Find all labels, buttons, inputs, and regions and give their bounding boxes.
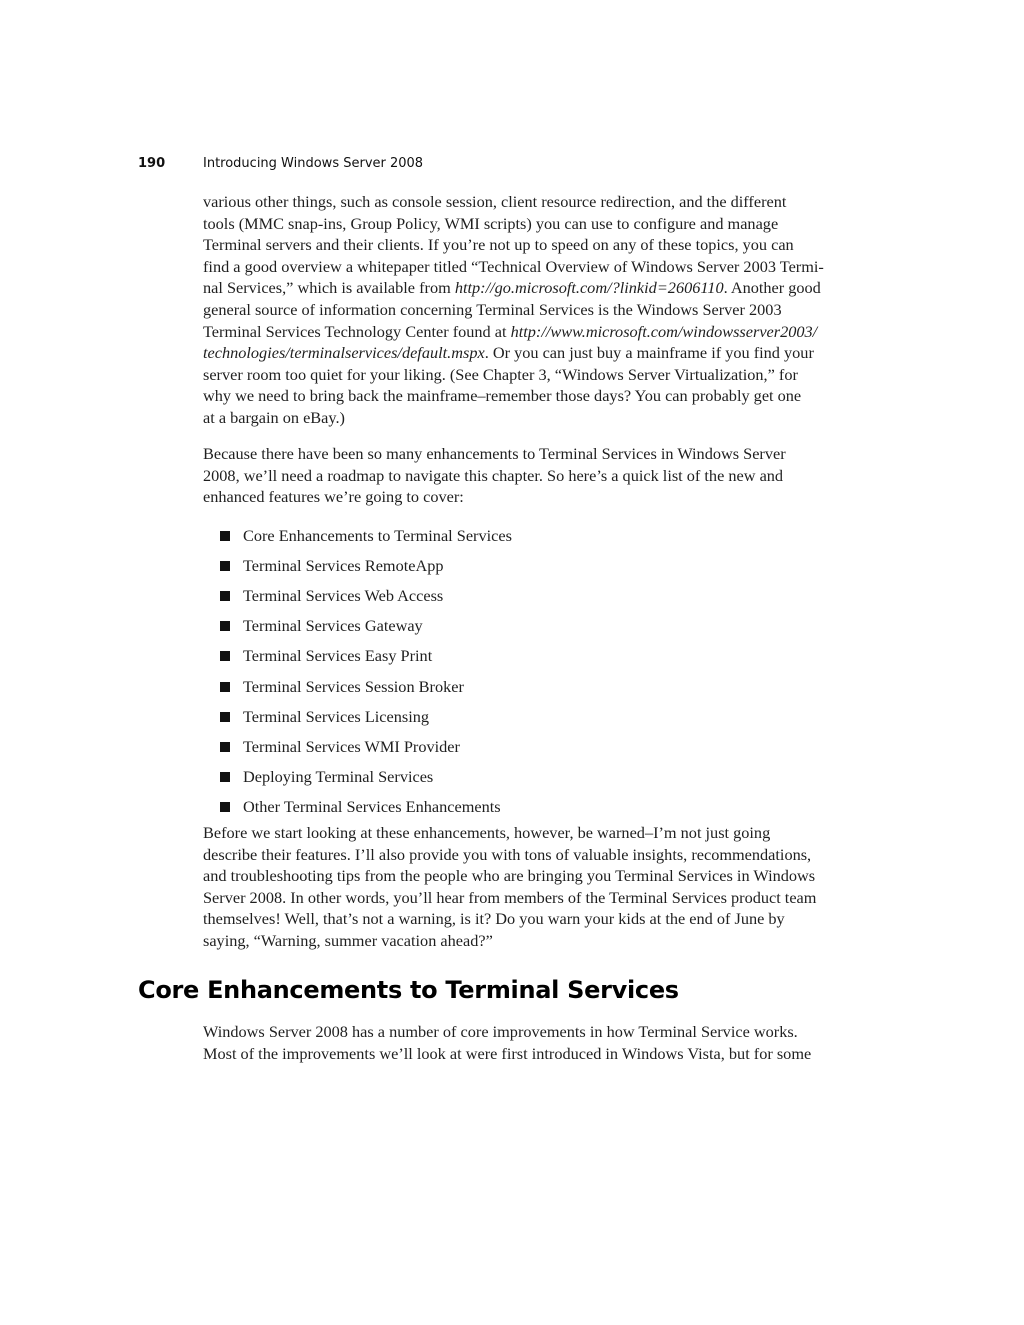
text-line: tools (MMC snap-ins, Group Policy, WMI scripts) you can use to configure and manage — [203, 213, 779, 233]
square-bullet-icon — [220, 802, 230, 812]
roadmap-paragraph — [203, 443, 858, 508]
text-line — [203, 321, 858, 343]
text-line: Server 2008. In other words, you’ll hear from members of the Terminal Services product team — [203, 887, 817, 907]
list-item-label: Terminal Services Session Broker — [243, 676, 464, 696]
list-item — [220, 641, 512, 671]
whitepaper-link[interactable]: http://go.microsoft.com/?linkid=2606110 — [454, 278, 724, 298]
list-item-label: Terminal Services WMI Provider — [243, 736, 460, 756]
square-bullet-icon — [220, 621, 230, 631]
square-bullet-icon — [220, 712, 230, 722]
square-bullet-icon — [220, 561, 230, 571]
list-item — [220, 551, 512, 581]
list-item-label: Terminal Services RemoteApp — [243, 556, 444, 576]
text-line: various other things, such as console session, client resource redirection, and the different — [203, 192, 787, 211]
page-number: 190 — [138, 156, 166, 171]
text-line: why we need to bring back the mainframe–remember those days? You can probably get one — [203, 386, 802, 406]
text-line: and troubleshooting tips from the people who are bringing you Terminal Services in Windows — [203, 866, 816, 886]
text-line: server room too quiet for your liking. (See Chapter 3, “Windows Server Virtualization,” for — [203, 364, 798, 384]
warning-paragraph — [203, 822, 858, 952]
page-header — [138, 156, 423, 171]
text-line: general source of information concerning Terminal Services is the Windows Server 2003 — [203, 299, 782, 319]
section-heading: Core Enhancements to Terminal Services — [138, 976, 679, 1004]
list-item — [220, 702, 512, 732]
technology-center-link[interactable]: http://www.microsoft.com/windowsserver2003/ — [510, 321, 818, 341]
intro-paragraph — [203, 191, 858, 429]
text-line — [203, 277, 858, 299]
text-line: enhanced features we’re going to cover: — [203, 487, 464, 507]
square-bullet-icon — [220, 591, 230, 601]
text-line: Before we start looking at these enhancements, however, be warned–I’m not just going — [203, 823, 771, 842]
text-line: Because there have been so many enhancements to Terminal Services in Windows Server — [203, 444, 786, 463]
square-bullet-icon — [220, 682, 230, 692]
text-span: . Or you can just buy a mainframe if you find your — [484, 343, 814, 363]
text-line: 2008, we’ll need a roadmap to navigate this chapter. So here’s a quick list of the new and — [203, 465, 784, 485]
list-item-label: Terminal Services Web Access — [243, 586, 444, 606]
text-span: . Another good — [723, 278, 821, 298]
list-item-label: Terminal Services Gateway — [243, 616, 423, 636]
text-line: Terminal servers and their clients. If you’re not up to speed on any of these topics, you can — [203, 235, 794, 255]
feature-list — [220, 521, 512, 822]
list-item — [220, 792, 512, 822]
text-line: find a good overview a whitepaper titled “Technical Overview of Windows Server 2003 Termi- — [203, 256, 824, 276]
list-item-label: Other Terminal Services Enhancements — [243, 796, 501, 816]
square-bullet-icon — [220, 531, 230, 541]
list-item — [220, 611, 512, 641]
text-span: Terminal Services Technology Center found at — [203, 321, 511, 341]
text-line — [203, 342, 858, 364]
text-line: Windows Server 2008 has a number of core improvements in how Terminal Service works. — [203, 1022, 798, 1041]
list-item — [220, 762, 512, 792]
list-item-label: Core Enhancements to Terminal Services — [243, 526, 512, 546]
list-item — [220, 671, 512, 701]
square-bullet-icon — [220, 651, 230, 661]
text-line: at a bargain on eBay.) — [203, 407, 345, 427]
section-paragraph — [203, 1021, 858, 1064]
list-item-label: Terminal Services Easy Print — [243, 646, 433, 666]
running-title: Introducing Windows Server 2008 — [203, 156, 424, 171]
square-bullet-icon — [220, 742, 230, 752]
list-item — [220, 732, 512, 762]
list-item-label: Deploying Terminal Services — [243, 766, 434, 786]
text-line: Most of the improvements we’ll look at were first introduced in Windows Vista, but for some — [203, 1043, 812, 1063]
list-item — [220, 521, 512, 551]
square-bullet-icon — [220, 772, 230, 782]
text-line: describe their features. I’ll also provide you with tons of valuable insights, recommendations, — [203, 844, 812, 864]
text-line: themselves! Well, that’s not a warning, is it? Do you warn your kids at the end of June by — [203, 909, 785, 929]
list-item-label: Terminal Services Licensing — [243, 706, 430, 726]
text-line: saying, “Warning, summer vacation ahead?” — [203, 930, 493, 950]
text-span: nal Services,” which is available from — [203, 278, 455, 298]
list-item — [220, 581, 512, 611]
technology-center-link-continued[interactable]: technologies/terminalservices/default.mspx — [203, 343, 485, 363]
